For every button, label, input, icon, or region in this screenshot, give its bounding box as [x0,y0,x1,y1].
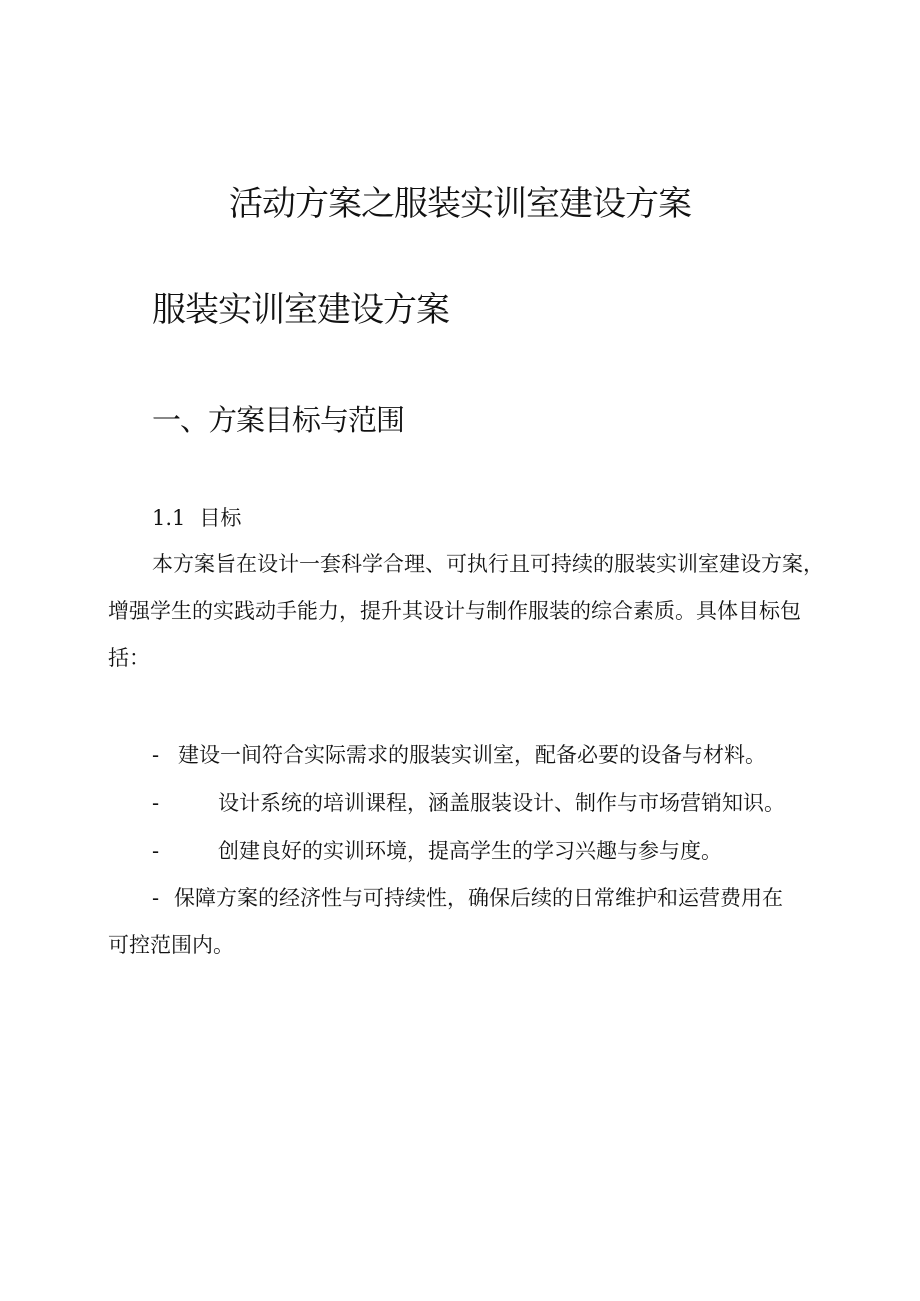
bullet-dash: - [152,839,160,863]
subsection-number: 1.1 [152,506,186,530]
bullet-dash: - [152,743,160,767]
list-item-text: 保障方案的经济性与可持续性，确保后续的日常维护和运营费用在 [174,886,783,910]
list-item-text: 创建良好的实训环境，提高学生的学习兴趣与参与度。 [218,839,722,863]
document-subtitle: 服装实训室建设方案 [152,290,449,330]
list-item-text: 设计系统的培训课程，涵盖服装设计、制作与市场营销知识。 [218,791,785,815]
paragraph-line: 本方案旨在设计一套科学合理、可执行且可持续的服装实训室建设方案， [152,552,824,576]
list-item-text: 建设一间符合实际需求的服装实训室，配备必要的设备与材料。 [178,743,766,767]
list-item [152,781,785,825]
section-heading: 一、方案目标与范围 [152,403,405,437]
subsection-heading [152,496,241,540]
document-title: 活动方案之服装实训室建设方案 [229,184,691,224]
paragraph-line: 增强学生的实践动手能力，提升其设计与制作服装的综合素质。具体目标包 [108,599,801,623]
bullet-dash: - [152,791,160,815]
bullet-dash: - [152,886,160,910]
list-item [152,733,766,777]
list-item-continuation: 可控范围内。 [108,933,234,957]
list-item [152,829,722,873]
paragraph-line: 括： [108,646,150,670]
list-item [152,876,783,920]
subsection-label: 目标 [199,506,242,530]
